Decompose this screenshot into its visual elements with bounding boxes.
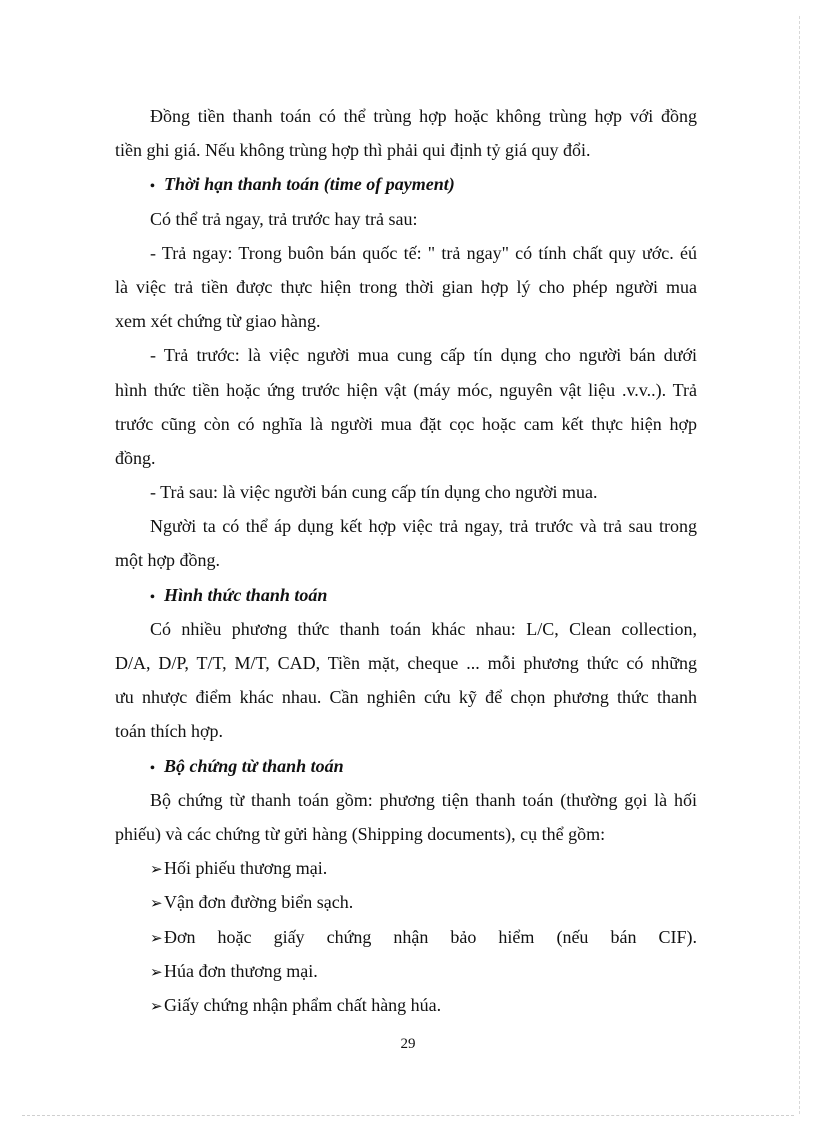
paragraph-line: một hợp đồng.: [115, 550, 221, 571]
list-item-text: Hối phiếu thương mại.: [164, 858, 328, 879]
heading-text: Hình thức thanh toán: [164, 584, 328, 605]
list-item-text: Húa đơn thương mại.: [164, 960, 318, 981]
paragraph-line: trước cũng còn có nghĩa là người mua đặt cọc hoặc cam kết thực hiện hợp: [115, 413, 697, 434]
paragraph-line: Có nhiều phương thức thanh toán khác nhau: L/C, Clean collection,: [150, 618, 697, 639]
list-item: [115, 920, 697, 954]
paragraph-line: hình thức tiền hoặc ứng trước hiện vật (máy móc, nguyên vật liệu .v.v..). Trả: [115, 379, 697, 400]
paragraph-line: là việc trả tiền được thực hiện trong thời gian hợp lý cho phép người mua: [115, 276, 697, 297]
paragraph-line: phiếu) và các chứng từ gửi hàng (Shipping documents), cụ thể gồm:: [115, 823, 606, 844]
list-item-text: Vận đơn đường biển sạch.: [164, 892, 354, 913]
list-item-text: Đơn hoặc giấy chứng nhận bảo hiểm (nếu bán CIF).: [164, 926, 697, 947]
paragraph-line: - Trả trước: là việc người mua cung cấp tín dụng cho người bán dưới: [150, 345, 697, 366]
arrow-bullet-icon: ➢: [150, 860, 163, 879]
arrow-bullet-icon: ➢: [150, 962, 163, 981]
list-item: [115, 885, 697, 919]
list-item: [115, 988, 697, 1022]
list-item: [115, 851, 697, 885]
page-edge-bottom: [22, 1115, 794, 1116]
paragraph-line: tiền ghi giá. Nếu không trùng hợp thì phải qui định tỷ giá quy đổi.: [115, 140, 591, 161]
heading-text: Bộ chứng từ thanh toán: [164, 755, 344, 776]
paragraph-line: toán thích hợp.: [115, 721, 223, 742]
paragraph-line: Bộ chứng từ thanh toán gồm: phương tiện thanh toán (thường gọi là hối: [150, 789, 697, 810]
paragraph-line: - Trả ngay: Trong buôn bán quốc tế: " trả ngay" có tính chất quy ước. éú: [150, 242, 697, 263]
bullet-icon: •: [150, 589, 155, 605]
paragraph-line: Người ta có thể áp dụng kết hợp việc trả ngay, trả trước và trả sau trong: [150, 516, 697, 537]
paragraph-line: Đồng tiền thanh toán có thể trùng hợp hoặc không trùng hợp với đồng: [150, 106, 697, 126]
list-item: [115, 954, 697, 988]
paragraph-line: D/A, D/P, T/T, M/T, CAD, Tiền mặt, cheque ... mỗi phương thức có những: [115, 653, 697, 673]
page-edge-right: [799, 16, 800, 1114]
document-page: [115, 99, 697, 1022]
paragraph-line: Có thể trả ngay, trả trước hay trả sau:: [150, 208, 418, 229]
section-heading-payment-documents: [115, 749, 697, 783]
paragraph-line: ưu nhược điểm khác nhau. Cần nghiên cứu kỹ để chọn phương thức thanh: [115, 687, 697, 708]
list-item-text: Giấy chứng nhận phẩm chất hàng húa.: [164, 994, 442, 1015]
section-heading-payment-form: [115, 578, 697, 612]
bullet-icon: •: [150, 760, 155, 776]
paragraph-line: đồng.: [115, 447, 156, 468]
paragraph-line: - Trả sau: là việc người bán cung cấp tín dụng cho người mua.: [150, 482, 598, 503]
paragraph-line: xem xét chứng từ giao hàng.: [115, 311, 321, 332]
arrow-bullet-icon: ➢: [150, 996, 163, 1015]
arrow-bullet-icon: ➢: [150, 928, 163, 947]
bullet-icon: •: [150, 179, 155, 195]
arrow-bullet-icon: ➢: [150, 894, 163, 913]
page-number: 29: [400, 1036, 416, 1052]
section-heading-time-of-payment: [115, 167, 697, 201]
heading-text: Thời hạn thanh toán (time of payment): [164, 174, 455, 195]
